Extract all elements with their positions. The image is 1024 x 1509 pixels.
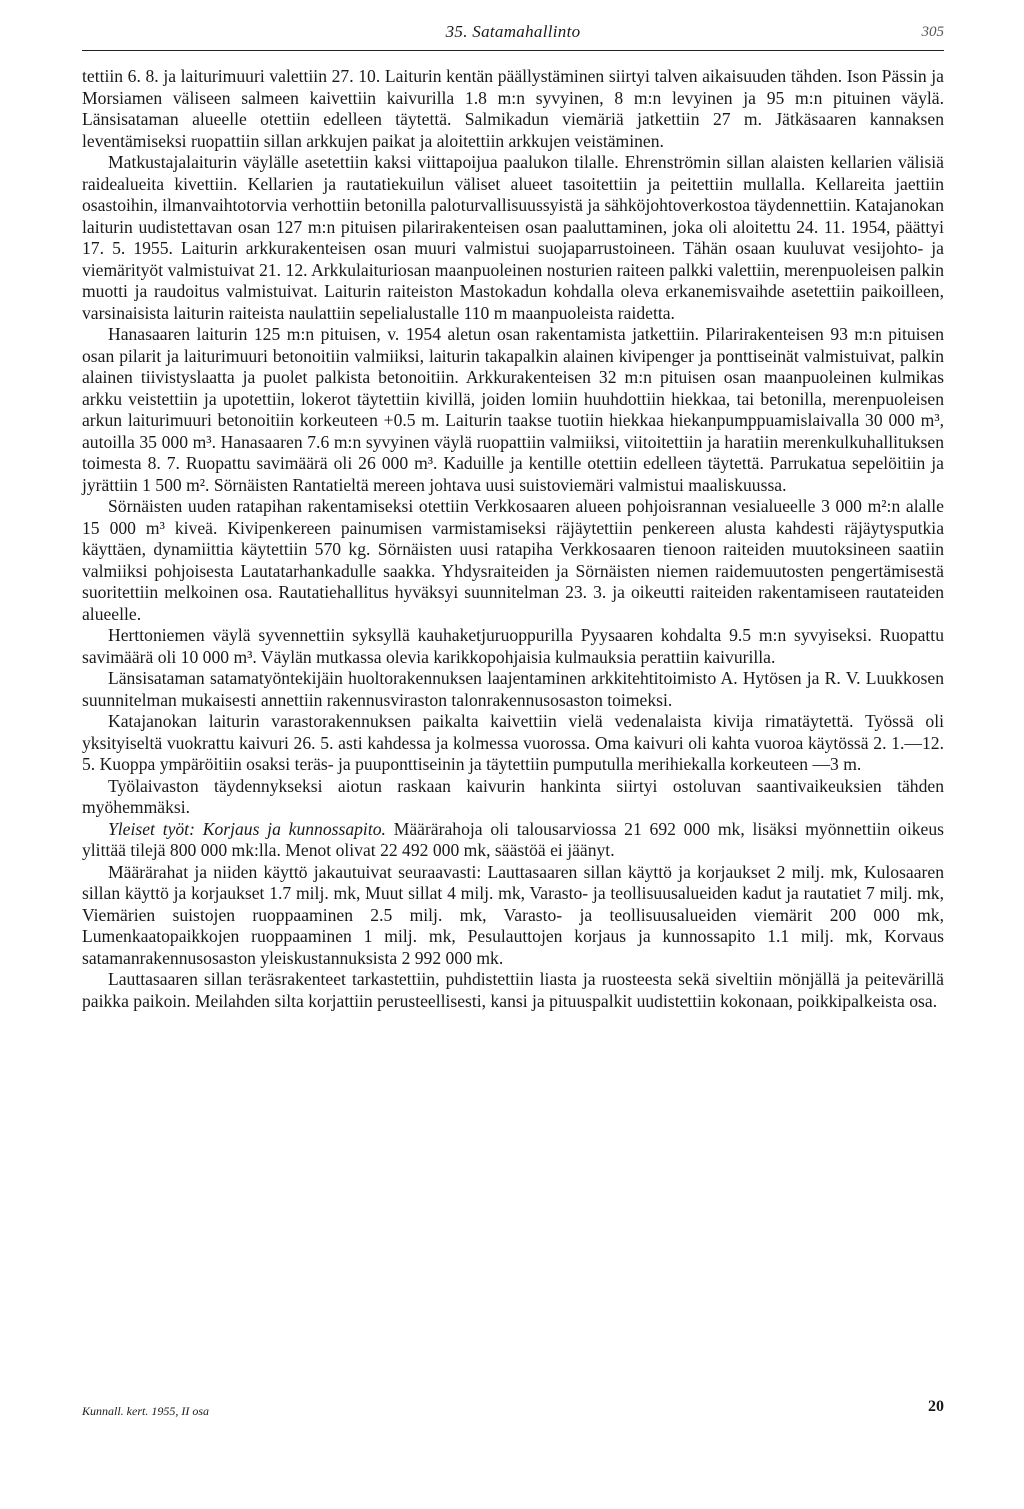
sheet-number: 20 (928, 1398, 944, 1415)
paragraph-4: Sörnäisten uuden ratapihan rakentamiseksi otettiin Verkkosaaren alueen pohjoisrannan vesialueelle 3 000 m²:n alalle 15 000 m³ kiveä. Kivipenkereen painumisen varmistamiseksi räjäytettiin penkereen alusta kahdesti räjäytysputkia käyttäen, dynamiittia käytettiin 570 kg. Sörnäisten uusi ratapiha Verkkosaaren tienoon raiteiden muutoksineen saatiin valmiiksi pohjoisesta Lautatarhankadulle saakka. Yhdysraiteiden ja Sörnäisten niemen raidemuutosten pengertämisestä suoritettiin melkoinen osa. Rautatiehallitus hyväksyi suunnitelman 23. 3. ja oikeutti raiteiden rakentamiseen rautateiden alueelle. (82, 496, 944, 624)
page-header (82, 22, 944, 51)
paragraph-2: Matkustajalaiturin väylälle asetettiin kaksi viittapoijua paalukon tilalle. Ehrenströmin sillan alaisten kellarien välisiä raidealueita kivettiin. Kellarien ja rautatiekuilun väliset alueet tasoitettiin ja peitettiin mullalla. Kellareita jaettiin osastoihin, ilmanvaihtotorvia verhottiin betonilla paloturvallisuussyistä ja sähköjohtoverkostoa täydennettiin. Katajanokan laiturin uudistettavan osan 127 m:n pituisen pilarirakenteisen osan paaluttaminen, joka oli aloitettu 24. 11. 1954, päättyi 17. 5. 1955. Laiturin arkkurakenteisen osan muuri valmistui suojaparrustoineen. Tähän osaan kuuluvat vesijohto- ja viemärityöt valmistuivat 21. 12. Arkkulaituriosan maanpuoleinen nosturien raiteen palkki valettiin, merenpuoleisen palkin muotti ja raudoitus valmistuivat. Laiturin raiteiston Mastokadun kohdalla oleva erkanemisvaihde asetettiin paikoilleen, varsinaisista laiturin raiteista naulattiin sepelialustalle 110 m maanpuoleista raidetta. (82, 152, 944, 323)
paragraph-1: tettiin 6. 8. ja laiturimuuri valettiin 27. 10. Laiturin kentän päällystäminen siirtyi talven aikaisuuden tähden. Ison Pässin ja Morsiamen väliseen salmeen kaivettiin kaivurilla 1.8 m:n syvyinen, 8 m:n levyinen ja 95 m:n pituinen väylä. Länsisataman alueelle otettiin edelleen täytettä. Salmikadun viemäriä jatkettiin 27 m. Jätkäsaaren kannaksen leventämiseksi ruopattiin sillan arkkujen paikat ja aloitettiin arkkujen veistäminen. (82, 66, 944, 151)
paragraph-7: Katajanokan laiturin varastorakennuksen paikalta kaivettiin vielä vedenalaista kivija rimatäytettä. Työssä oli yksityiseltä vuokrattu kaivuri 26. 5. asti kahdessa ja kolmessa vuorossa. Oma kaivuri oli kahta vuoroa käytössä 2. 1.—12. 5. Kuoppa ympäröitiin osaksi teräs- ja puuponttiseinin ja täytettiin pumputulla merihiekalla korkeuteen —3 m. (82, 711, 944, 774)
section-text: Määrärahoja oli talousarviossa 21 692 000 mk, lisäksi myönnettiin oikeus ylittää tilejä 800 000 mk:lla. Menot olivat 22 492 000 mk, säästöä ei jäänyt. (82, 818, 944, 860)
page-footer (82, 1398, 944, 1422)
paragraph-8: Työlaivaston täydennykseksi aiotun raskaan kaivurin hankinta siirtyi ostoluvan saantivaikeuksien tähden myöhemmäksi. (82, 775, 944, 817)
paragraph-10: Lauttasaaren sillan teräsrakenteet tarkastettiin, puhdistettiin liasta ja ruosteesta sekä siveltiin mönjällä ja peitevärillä paikka paikoin. Meilahden silta korjattiin perusteellisesti, kansi ja pituuspalkit uudistettiin kokonaan, poikkipalkeista osa. (82, 969, 944, 1011)
source-note: Kunnall. kert. 1955, II osa (82, 1404, 209, 1418)
paragraph-general-works (82, 819, 944, 862)
page-number: 305 (921, 24, 944, 40)
running-title: 35. Satamahallinto (445, 22, 581, 41)
paragraph-9: Määrärahat ja niiden käyttö jakautuivat seuraavasti: Lauttasaaren sillan käyttö ja korjaukset 2 milj. mk, Kulosaaren sillan käyttö ja korjaukset 1.7 milj. mk, Muut sillat 4 milj. mk, Varasto- ja teollisuusalueiden kadut ja rautatiet 7 milj. mk, Viemärien suistojen ruoppaaminen 2.5 milj. mk, Varasto- ja teollisuusalueiden viemärit 200 000 mk, Lumenkaatopaikkojen ruoppaaminen 1 milj. mk, Pesulauttojen korjaus ja kunnossapito 1.1 milj. mk, Korvaus satamanrakennusosaston yleiskustannuksista 2 992 000 mk. (82, 861, 944, 968)
paragraph-6: Länsisataman satamatyöntekijäin huoltorakennuksen laajentaminen arkkitehtitoimisto A. Hytösen ja R. V. Luukkosen suunnitelman mukaisesti annettiin rakennusviraston talonrakennusosaston toimeksi. (82, 668, 944, 710)
paragraph-3: Hanasaaren laiturin 125 m:n pituisen, v. 1954 aletun osan rakentamista jatkettiin. Pilarirakenteisen 93 m:n pituisen osan pilarit ja laiturimuuri betonoitiin valmiiksi, laiturin takapalkin alainen kivipenger ja ponttiseinät valmistuivat, palkin alainen tiivistyslaatta ja puolet palkista betonoitiin. Arkkurakenteisen 32 m:n pituisen osan maanpuoleinen kulmikas arkku veistettiin ja upotettiin, lokerot täytettiin kivillä, joiden lomiin huuhdottiin hiekkaa, tai betonilla, merenpuoleisen arkun laiturimuuri betonoitiin korkeuteen +0.5 m. Laiturin taakse tuotiin hiekkaa hiekanpumppuamislaivalla 30 000 m³, autoilla 35 000 m³. Hanasaaren 7.6 m:n syvyinen väylä ruopattiin valmiiksi, viitoitettiin ja haratiin merenkulkuhallituksen toimesta 8. 7. Ruopattu savimäärä oli 26 000 m³. Kaduille ja kentille otettiin edelleen täytettä. Parrukatua sepelöitiin ja jyrättiin 1 500 m². Sörnäisten Rantatieltä mereen johtava uusi suistoviemäri valmistui maaliskuussa. (82, 324, 944, 495)
section-heading: Yleiset työt: Korjaus ja kunnossapito. (108, 818, 386, 839)
text-body (82, 66, 944, 1012)
paragraph-5: Herttoniemen väylä syvennettiin syksyllä kauhaketjuruoppurilla Pyysaaren kohdalta 9.5 m:n syvyiseksi. Ruopattu savimäärä oli 10 000 m³. Väylän mutkassa olevia karikkopohjaisia kulmauksia perattiin kaivurilla. (82, 625, 944, 667)
